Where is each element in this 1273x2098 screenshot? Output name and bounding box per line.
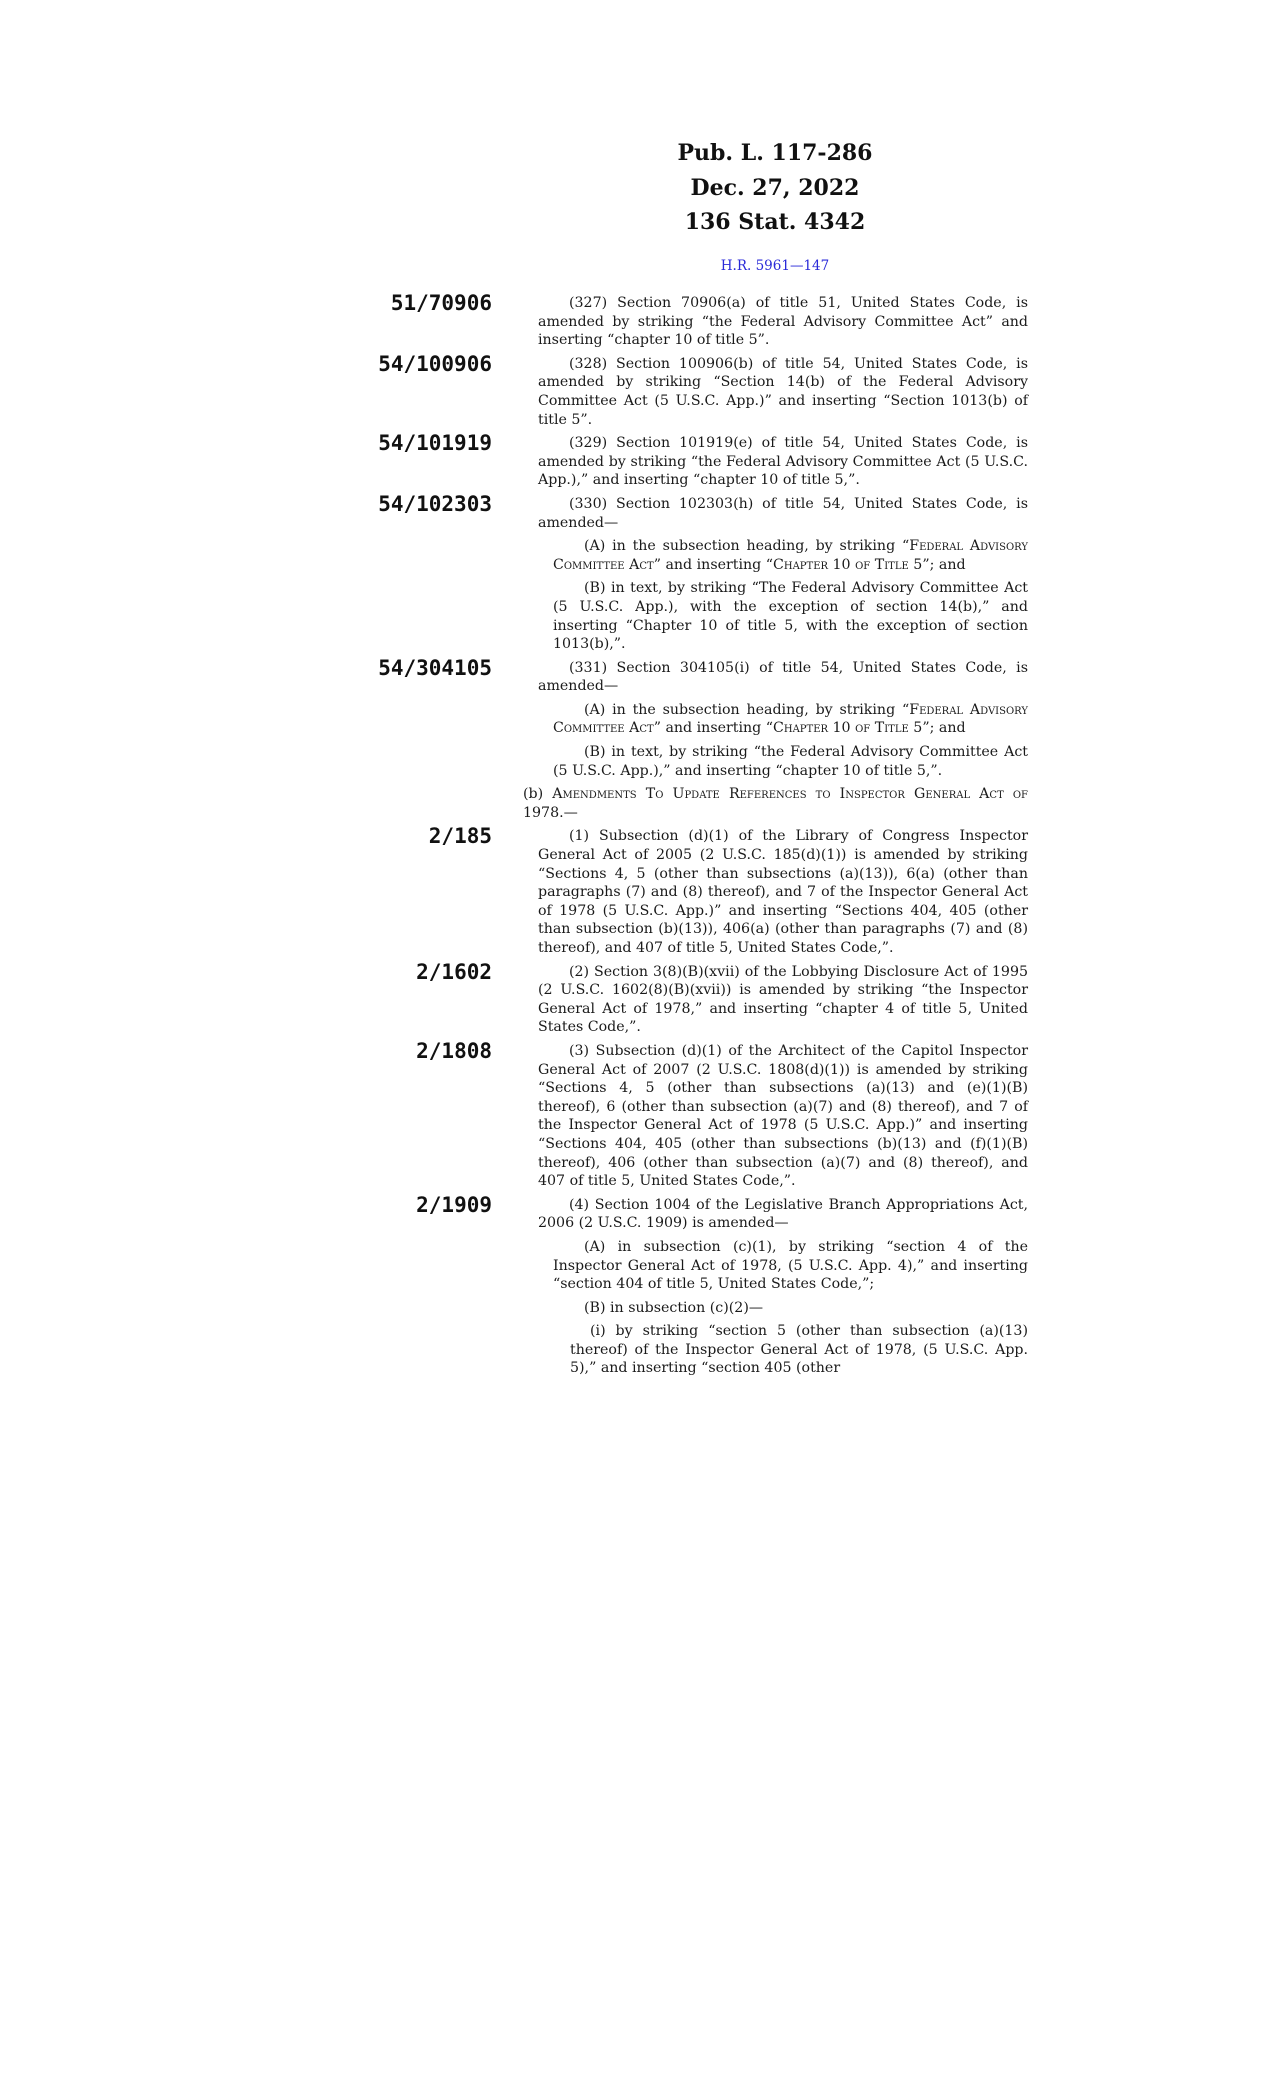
section-327 bbox=[0, 291, 1273, 350]
subparagraph-a: (A) in the subsection heading, by striking “Federal Advisory Committee Act” and inserting “Chapter 10 of Title 5”; and bbox=[553, 701, 1029, 737]
subsection-b-heading: (b) Amendments To Update References to Inspector General Act of 1978.— bbox=[523, 786, 1028, 821]
margin-note: 51/70906 bbox=[390, 291, 492, 315]
paragraph-2-185 bbox=[0, 824, 1273, 957]
subparagraph-a: (A) in the subsection heading, by striking “Federal Advisory Committee Act” and inserting “Chapter 10 of Title 5”; and bbox=[553, 538, 1029, 573]
paragraph-text: (4) Section 1004 of the Legislative Branch Appropriations Act, 2006 (2 U.S.C. 1909) is amended— bbox=[538, 1196, 1028, 1232]
section-331 bbox=[0, 655, 1273, 696]
public-law-number: Pub. L. 117-286 bbox=[677, 140, 873, 166]
paragraph-text: (3) Subsection (d)(1) of the Architect of the Capitol Inspector General Act of 2007 (2 U.S.C. 1808(d)(1)) is amended by striking “Sections 4, 5 (other than subsections (a)(13) and (e)(1)(B) thereof), 6 (other than subsection (a)(7) and (8) thereof), and 7 of the Inspector General Act of 1978 (5 U.S.C. App.)” and inserting “Sections 404, 405 (other than subsections (b)(13) and (f)(1)(B) thereof), 406 (other than subsection (a)(7) and (8) thereof), and 407 of title 5, United States Code,”. bbox=[538, 1042, 1028, 1190]
paragraph-text: (328) Section 100906(b) of title 54, United States Code, is amended by striking “Section 14(b) of the Federal Advisory Committee Act (5 U.S.C. App.)” and inserting “Section 1013(b) of title 5”. bbox=[538, 355, 1028, 428]
enactment-date: Dec. 27, 2022 bbox=[690, 175, 860, 201]
margin-note: 54/101919 bbox=[378, 431, 492, 456]
paragraph-2-1602 bbox=[0, 959, 1273, 1037]
section-330 bbox=[0, 491, 1273, 532]
document-body bbox=[0, 291, 1273, 1383]
paragraph-text: (327) Section 70906(a) of title 51, United States Code, is amended by striking “the Federal Advisory Committee Act” and inserting “chapter 10 of title 5”. bbox=[538, 295, 1028, 349]
margin-note: 2/1602 bbox=[416, 959, 492, 984]
paragraph-2-1808 bbox=[0, 1038, 1273, 1191]
subparagraph-a: (A) in subsection (c)(1), by striking “section 4 of the Inspector General Act of 1978, (5 U.S.C. App. 4),” and inserting “section 404 of title 5, United States Code,”; bbox=[553, 1238, 1028, 1293]
paragraph-text: (331) Section 304105(i) of title 54, United States Code, is amended— bbox=[538, 659, 1028, 695]
section-328 bbox=[0, 351, 1273, 429]
subparagraph-b: (B) in text, by striking “the Federal Advisory Committee Act (5 U.S.C. App.),” and inserting “chapter 10 of title 5,”. bbox=[553, 744, 1028, 779]
margin-note: 2/1909 bbox=[416, 1192, 492, 1217]
paragraph-text: (2) Section 3(8)(B)(xvii) of the Lobbying Disclosure Act of 1995 (2 U.S.C. 1602(8)(B)(xvii)) is amended by striking “the Inspector General Act of 1978,” and inserting “chapter 4 of title 5, United States Code,”. bbox=[538, 963, 1028, 1036]
margin-note: 54/100906 bbox=[378, 351, 492, 376]
paragraph-text: (330) Section 102303(h) of title 54, United States Code, is amended— bbox=[538, 495, 1028, 531]
paragraph-2-1909 bbox=[0, 1192, 1273, 1233]
paragraph-text: (1) Subsection (d)(1) of the Library of Congress Inspector General Act of 2005 (2 U.S.C. 185(d)(1)) is amended by striking “Sections 4, 5 (other than subsections (a)(13)), 6(a) (other than paragraphs (7) and (8) thereof), and 7 of the Inspector General Act of 1978 (5 U.S.C. App.)” and inserting “Sections 404, 405 (other than subsection (b)(13)), 406(a) (other than paragraphs (7) and (8) thereof), and 407 of title 5, United States Code,”. bbox=[538, 828, 1028, 956]
paragraph-text: (329) Section 101919(e) of title 54, United States Code, is amended by striking “the Federal Advisory Committee Act (5 U.S.C. App.),” and inserting “chapter 10 of title 5,”. bbox=[538, 435, 1028, 489]
margin-note: 2/1808 bbox=[416, 1038, 492, 1063]
margin-note: 54/102303 bbox=[378, 491, 492, 516]
clause-i: (i) by striking “section 5 (other than subsection (a)(13) thereof) of the Inspector General Act of 1978, (5 U.S.C. App. 5),” and inserting “section 405 (other bbox=[570, 1323, 1028, 1377]
subparagraph-b: (B) in subsection (c)(2)— bbox=[584, 1299, 764, 1316]
section-329 bbox=[0, 431, 1273, 490]
subparagraph-b: (B) in text, by striking “The Federal Advisory Committee Act (5 U.S.C. App.), with the exception of section 14(b),” and inserting “Chapter 10 of title 5, with the exception of section 1013(b),”. bbox=[553, 580, 1028, 653]
margin-note: 54/304105 bbox=[378, 655, 492, 680]
margin-note: 2/185 bbox=[428, 824, 492, 849]
bill-reference-link[interactable]: H.R. 5961—147 bbox=[720, 258, 830, 274]
statute-page: 136 Stat. 4342 bbox=[684, 209, 866, 235]
